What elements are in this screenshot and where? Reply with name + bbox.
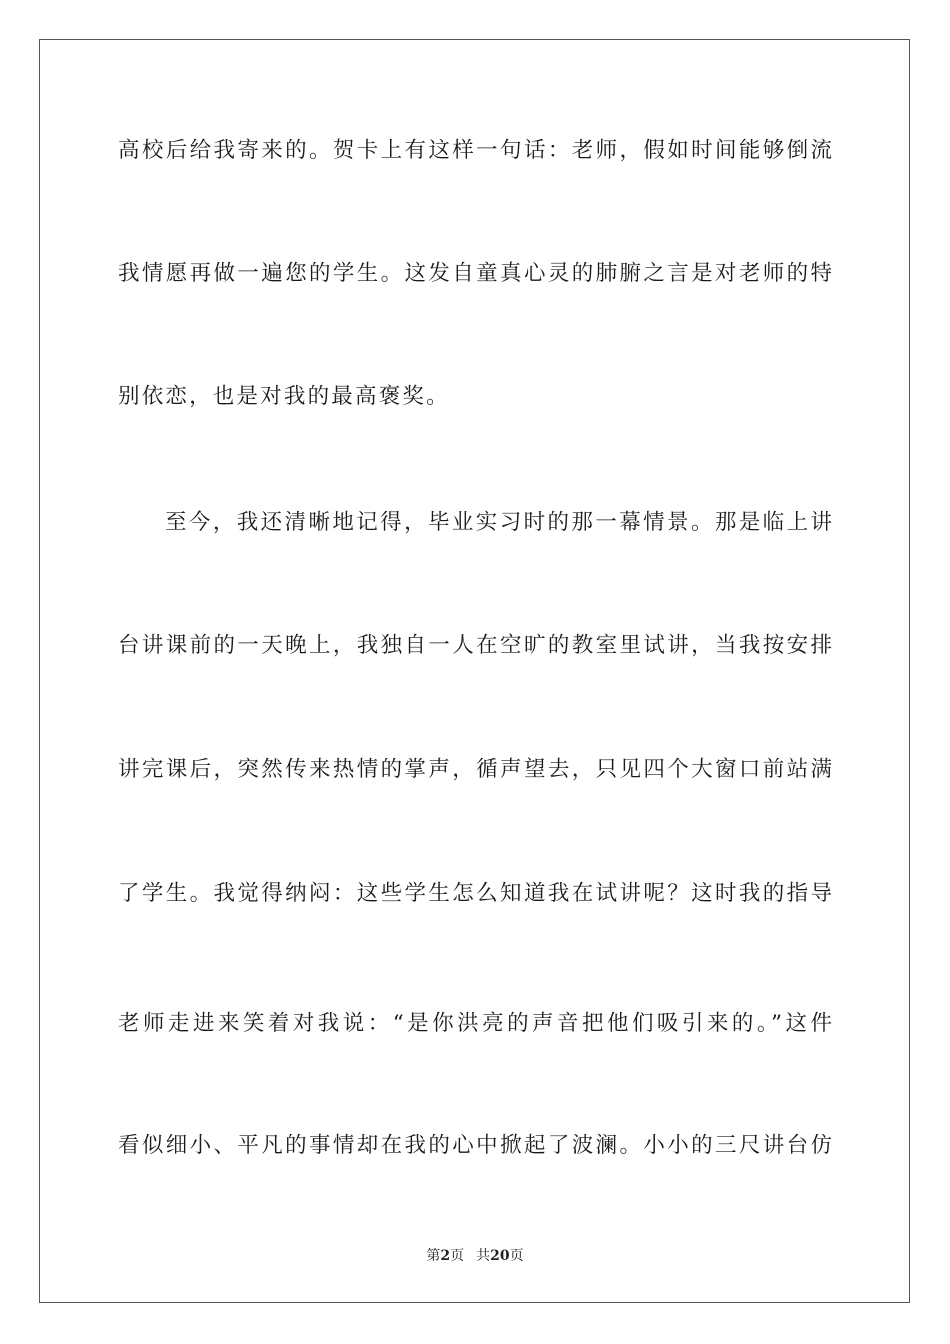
text-line-3: 别依恋，也是对我的最高褒奖。	[118, 384, 450, 409]
text-line-2: 我情愿再做一遍您的学生。这发自童真心灵的肺腑之言是对老师的特	[118, 261, 832, 286]
page-number: 2	[440, 1248, 451, 1264]
text-line-9: 看似细小、平凡的事情却在我的心中掀起了波澜。小小的三尺讲台仿	[118, 1133, 832, 1158]
page-suffix: 页	[450, 1248, 465, 1264]
total-prefix: 共	[476, 1248, 491, 1264]
total-pages: 20	[490, 1248, 510, 1264]
text-line-7: 了学生。我觉得纳闷：这些学生怎么知道我在试讲呢？这时我的指导	[118, 881, 832, 906]
page-border	[39, 39, 910, 1303]
text-line-1: 高校后给我寄来的。贺卡上有这样一句话：老师，假如时间能够倒流	[118, 138, 832, 163]
page-footer	[0, 1246, 950, 1266]
page-prefix: 第	[426, 1248, 441, 1264]
text-line-4: 至今，我还清晰地记得，毕业实习时的那一幕情景。那是临上讲	[165, 510, 832, 535]
text-line-6: 讲完课后，突然传来热情的掌声，循声望去，只见四个大窗口前站满	[118, 757, 832, 782]
text-line-5: 台讲课前的一天晚上，我独自一人在空旷的教室里试讲，当我按安排	[118, 633, 832, 658]
text-line-8: 老师走进来笑着对我说：“是你洪亮的声音把他们吸引来的。”这件	[118, 1011, 832, 1036]
total-suffix: 页	[509, 1248, 524, 1264]
